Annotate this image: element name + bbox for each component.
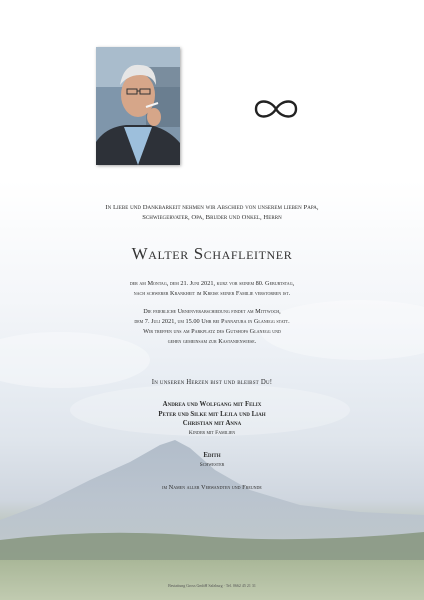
family-relation: Kinder mit Familien bbox=[188, 429, 236, 436]
farewell-line: dem 7. Juli 2021, um 15.00 Uhr bei Pannatura in Glanegg statt. bbox=[134, 318, 290, 325]
sister-relation: Schwester bbox=[199, 461, 225, 468]
funeral-home-footer: Bestattung Gross GmbH Salzburg · Tel. 0662 45 21 31 bbox=[168, 583, 256, 588]
sister-block bbox=[0, 451, 424, 470]
intro-text bbox=[0, 203, 424, 223]
relatives-line: im Namen aller Verwandten und Freunde bbox=[162, 484, 262, 491]
death-notice-line: der am Montag, dem 21. Juni 2021, kurz vor seinem 80. Geburtstag, bbox=[129, 280, 295, 287]
intro-line: In Liebe und Dankbarkeit nehmen wir Abschied von unserem lieben Papa, bbox=[105, 204, 319, 211]
farewell-line: Die feierliche Urnenverabschiedung findet am Mittwoch, bbox=[143, 308, 281, 315]
death-notice-line: nach schwerer Krankheit im Kreise seiner Familie verstorben ist. bbox=[133, 290, 291, 297]
sister-name: Edith bbox=[203, 452, 221, 459]
family-list bbox=[0, 400, 424, 438]
hearts-line: In unseren Herzen bist und bleibst Du! bbox=[151, 379, 273, 386]
portrait-photo bbox=[96, 47, 180, 165]
farewell-line: gehen gemeinsam zur Kastanienwiese. bbox=[167, 338, 257, 345]
death-notice bbox=[0, 279, 424, 299]
farewell-info bbox=[0, 307, 424, 347]
family-member: Peter und Silke mit Lejla und Liah bbox=[158, 410, 266, 418]
family-member: Andrea und Wolfgang mit Felix bbox=[162, 401, 262, 408]
family-member: Christian mit Anna bbox=[182, 420, 242, 428]
infinity-icon bbox=[252, 96, 300, 122]
deceased-name: Walter Schafleitner bbox=[131, 244, 293, 263]
intro-line: Schwiegervater, Opa, Bruder und Onkel, Herrn bbox=[142, 214, 282, 221]
farewell-line: Wir treffen uns am Parkplatz des Gutshofs Glanegg und bbox=[143, 328, 281, 335]
